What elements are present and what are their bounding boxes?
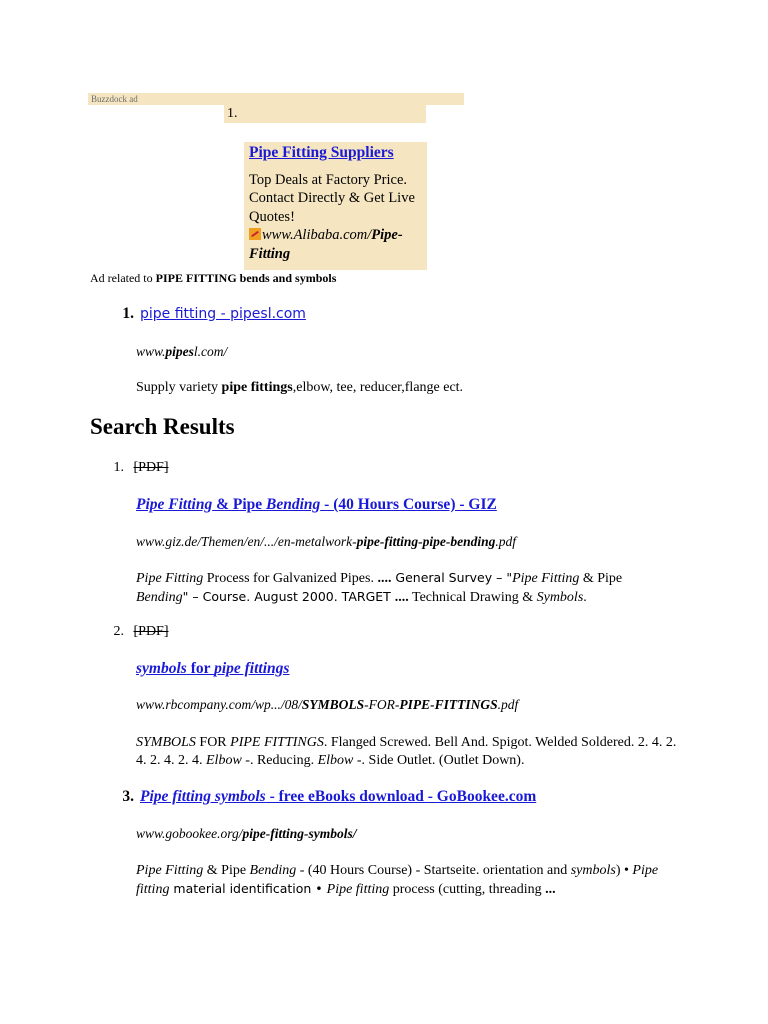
r2ue: .pdf xyxy=(497,697,519,712)
s3f: ) • xyxy=(615,863,633,878)
s1j: Technical Drawing & xyxy=(408,589,537,605)
s3g: Pipe fitting xyxy=(136,863,659,897)
r2uc: -FOR- xyxy=(364,697,400,712)
s1d: General Survey – " xyxy=(391,570,513,585)
s2g: Elbow xyxy=(317,752,354,768)
sponsored-url xyxy=(136,344,696,360)
s1b: Process for Galvanized Pipes. xyxy=(203,571,378,586)
s1a: Pipe Fitting xyxy=(136,571,204,586)
s3h: material identification • xyxy=(169,880,327,896)
s3j: process (cutting, threading xyxy=(389,881,546,897)
s3b: & Pipe xyxy=(203,863,250,878)
result-3-snippet xyxy=(136,862,681,898)
result-3-title-a[interactable]: Pipe fitting symbols xyxy=(140,788,266,805)
result-2-title-c[interactable]: pipe fittings xyxy=(214,660,290,677)
result-1-title-d[interactable]: - (40 Hours Course) - GIZ xyxy=(320,496,497,513)
ad-url-bold: Pipe-Fitting xyxy=(249,227,403,262)
s3i: Pipe fitting xyxy=(326,881,390,897)
s3k: ... xyxy=(545,881,556,897)
r3ua: www.gobookee.org/ xyxy=(136,826,243,841)
result-2-url xyxy=(136,697,696,713)
ad-bar xyxy=(88,93,464,105)
result-1-url xyxy=(136,534,696,550)
ad-related-prefix: Ad related to xyxy=(90,271,153,285)
s2c: PIPE FITTINGS xyxy=(230,735,324,750)
result-3-header xyxy=(90,788,730,806)
search-results-heading: Search Results xyxy=(90,414,235,439)
s2a: SYMBOLS xyxy=(136,735,196,750)
result-2-title-a[interactable]: symbols xyxy=(136,660,187,677)
s1e: Pipe Fitting xyxy=(512,571,580,586)
result-2-snippet xyxy=(136,734,681,769)
result-2-number: 2. xyxy=(113,624,124,639)
sponsored-number: 1. xyxy=(122,305,134,322)
s1l: . xyxy=(583,589,587,605)
sponsored-url-c: l.com/ xyxy=(193,344,228,359)
s1g: Bending xyxy=(136,589,183,605)
s3a: Pipe Fitting xyxy=(136,863,204,878)
sponsored-result xyxy=(90,305,730,323)
s1k: Symbols xyxy=(536,589,584,605)
s2h: -. Side Outlet. (Outlet Down). xyxy=(353,752,525,768)
result-2-pdf-tag: [PDF] xyxy=(133,624,169,639)
ad-title-link[interactable]: Pipe Fitting Suppliers xyxy=(249,144,394,161)
sponsored-url-a: www. xyxy=(136,344,166,359)
ad-number: 1. xyxy=(224,105,426,123)
r3ub: pipe-fitting-symbols/ xyxy=(242,826,357,841)
s2b: FOR xyxy=(195,735,231,750)
s1h: " – Course. August 2000. TARGET xyxy=(182,588,395,604)
result-1-header xyxy=(90,459,730,477)
s3c: Bending xyxy=(249,863,297,878)
s3e: symbols xyxy=(570,863,616,878)
r2ud: PIPE-FITTINGS xyxy=(399,697,498,712)
result-3-title-b[interactable]: - free eBooks download - GoBookee.com xyxy=(265,788,537,805)
result-1-number: 1. xyxy=(113,460,124,475)
result-1-title[interactable] xyxy=(136,496,696,514)
ad-related-query: PIPE FITTING bends and symbols xyxy=(155,271,337,285)
result-1-title-c[interactable]: Bending xyxy=(266,496,321,513)
result-1-title-b[interactable]: & Pipe xyxy=(212,496,267,513)
sponsored-url-b: pipes xyxy=(165,344,194,359)
s1c: .... xyxy=(377,571,392,586)
result-2-header xyxy=(90,623,730,641)
sponsored-snippet xyxy=(136,379,696,397)
r2ub: SYMBOLS xyxy=(301,697,365,712)
s1i: .... xyxy=(394,589,409,605)
result-1-url-c: .pdf xyxy=(495,534,516,549)
sponsored-snippet-b: pipe fittings xyxy=(221,380,293,395)
result-3-url xyxy=(136,826,696,842)
ad-box[interactable] xyxy=(244,142,427,270)
ad-related-line xyxy=(90,271,336,286)
result-1-snippet xyxy=(136,569,676,606)
sponsored-snippet-a: Supply variety xyxy=(136,380,222,395)
result-1-title-a[interactable]: Pipe Fitting xyxy=(136,496,213,513)
result-2-title[interactable] xyxy=(136,660,696,678)
s1f: & Pipe xyxy=(579,571,623,586)
ad-url[interactable] xyxy=(249,227,403,262)
result-3-number: 3. xyxy=(122,788,134,805)
sponsored-title-link[interactable]: pipe fitting - pipesl.com xyxy=(140,306,306,322)
s2f: -. Reducing. xyxy=(241,752,318,768)
ad-url-prefix: www.Alibaba.com/ xyxy=(262,227,372,243)
result-1-url-b: pipe-fitting-pipe-bending xyxy=(356,534,496,549)
ad-text: Top Deals at Factory Price. Contact Directly & Get Live Quotes! xyxy=(249,171,415,225)
r2ua: www.rbcompany.com/wp.../08/ xyxy=(136,697,302,712)
s3d: - (40 Hours Course) - Startseite. orientation and xyxy=(296,863,571,878)
s2d: . Flanged Screwed. Bell And. Spigot. Welded Soldered. 2. 4. 2. 4. 2. 4. 2. 4. xyxy=(136,735,677,768)
result-1-pdf-tag: [PDF] xyxy=(133,460,169,475)
sponsored-snippet-c: ,elbow, tee, reducer,flange ect. xyxy=(292,380,464,395)
ad-bar-label: Buzzdock ad xyxy=(91,94,138,104)
alibaba-icon xyxy=(249,228,261,240)
result-1-url-a: www.giz.de/Themen/en/.../en-metalwork- xyxy=(136,534,357,549)
result-2-title-b[interactable]: for xyxy=(186,660,215,677)
s2e: Elbow xyxy=(206,752,242,768)
